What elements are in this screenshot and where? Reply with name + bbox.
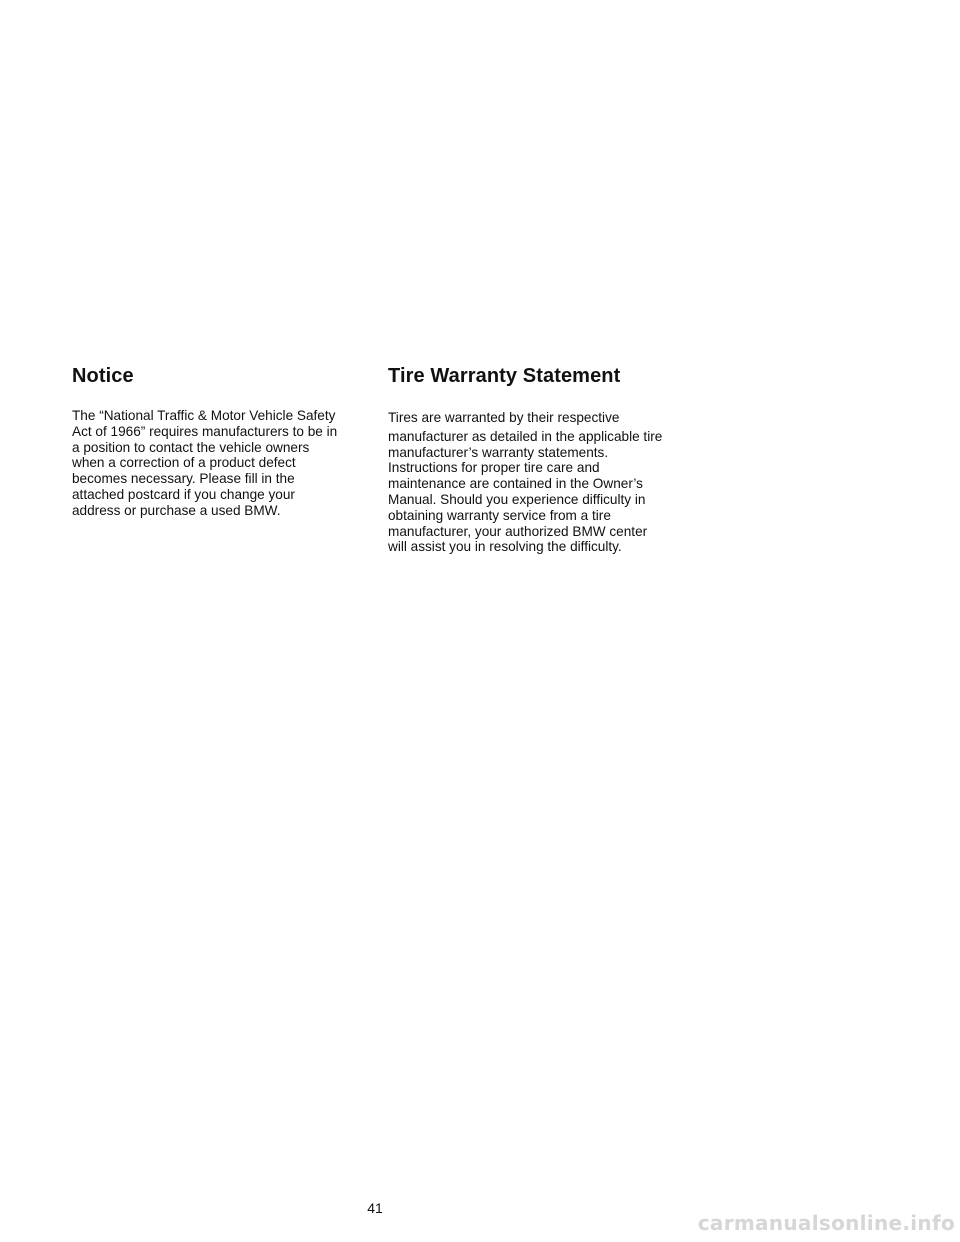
notice-paragraph <box>72 408 364 519</box>
notice-line: The “National Traffic & Motor Vehicle Safety <box>72 408 336 423</box>
tire-warranty-section <box>388 364 688 555</box>
tire-warranty-line: Manual. Should you experience difficulty in <box>388 491 646 507</box>
tire-warranty-line: manufacturer, your authorized BMW center <box>388 523 648 539</box>
notice-line: when a correction of a product defect <box>72 455 296 471</box>
tire-warranty-line: Tires are warranted by their respective <box>388 410 620 425</box>
notice-line: address or purchase a used BMW. <box>72 502 281 518</box>
notice-line: Act of 1966” requires manufacturers to be in <box>72 423 338 439</box>
notice-line: a position to contact the vehicle owners <box>72 439 310 455</box>
tire-warranty-line: manufacturer’s warranty statements. <box>388 444 609 460</box>
notice-line: attached postcard if you change your <box>72 486 295 502</box>
tire-warranty-heading: Tire Warranty Statement <box>388 365 621 387</box>
tire-warranty-paragraph <box>388 410 688 555</box>
tire-warranty-line: maintenance are contained in the Owner’s <box>388 476 643 492</box>
tire-warranty-line: Instructions for proper tire care and <box>388 460 600 476</box>
notice-section <box>72 364 364 518</box>
notice-heading: Notice <box>72 365 134 387</box>
tire-warranty-line: obtaining warranty service from a tire <box>388 507 611 523</box>
watermark-text: carmanualsonline.info <box>697 1211 955 1235</box>
tire-warranty-line: will assist you in resolving the difficulty. <box>388 539 622 555</box>
tire-warranty-line: manufacturer as detailed in the applicable tire <box>388 428 663 444</box>
page-number: 41 <box>367 1200 383 1216</box>
notice-line: becomes necessary. Please fill in the <box>72 471 295 487</box>
